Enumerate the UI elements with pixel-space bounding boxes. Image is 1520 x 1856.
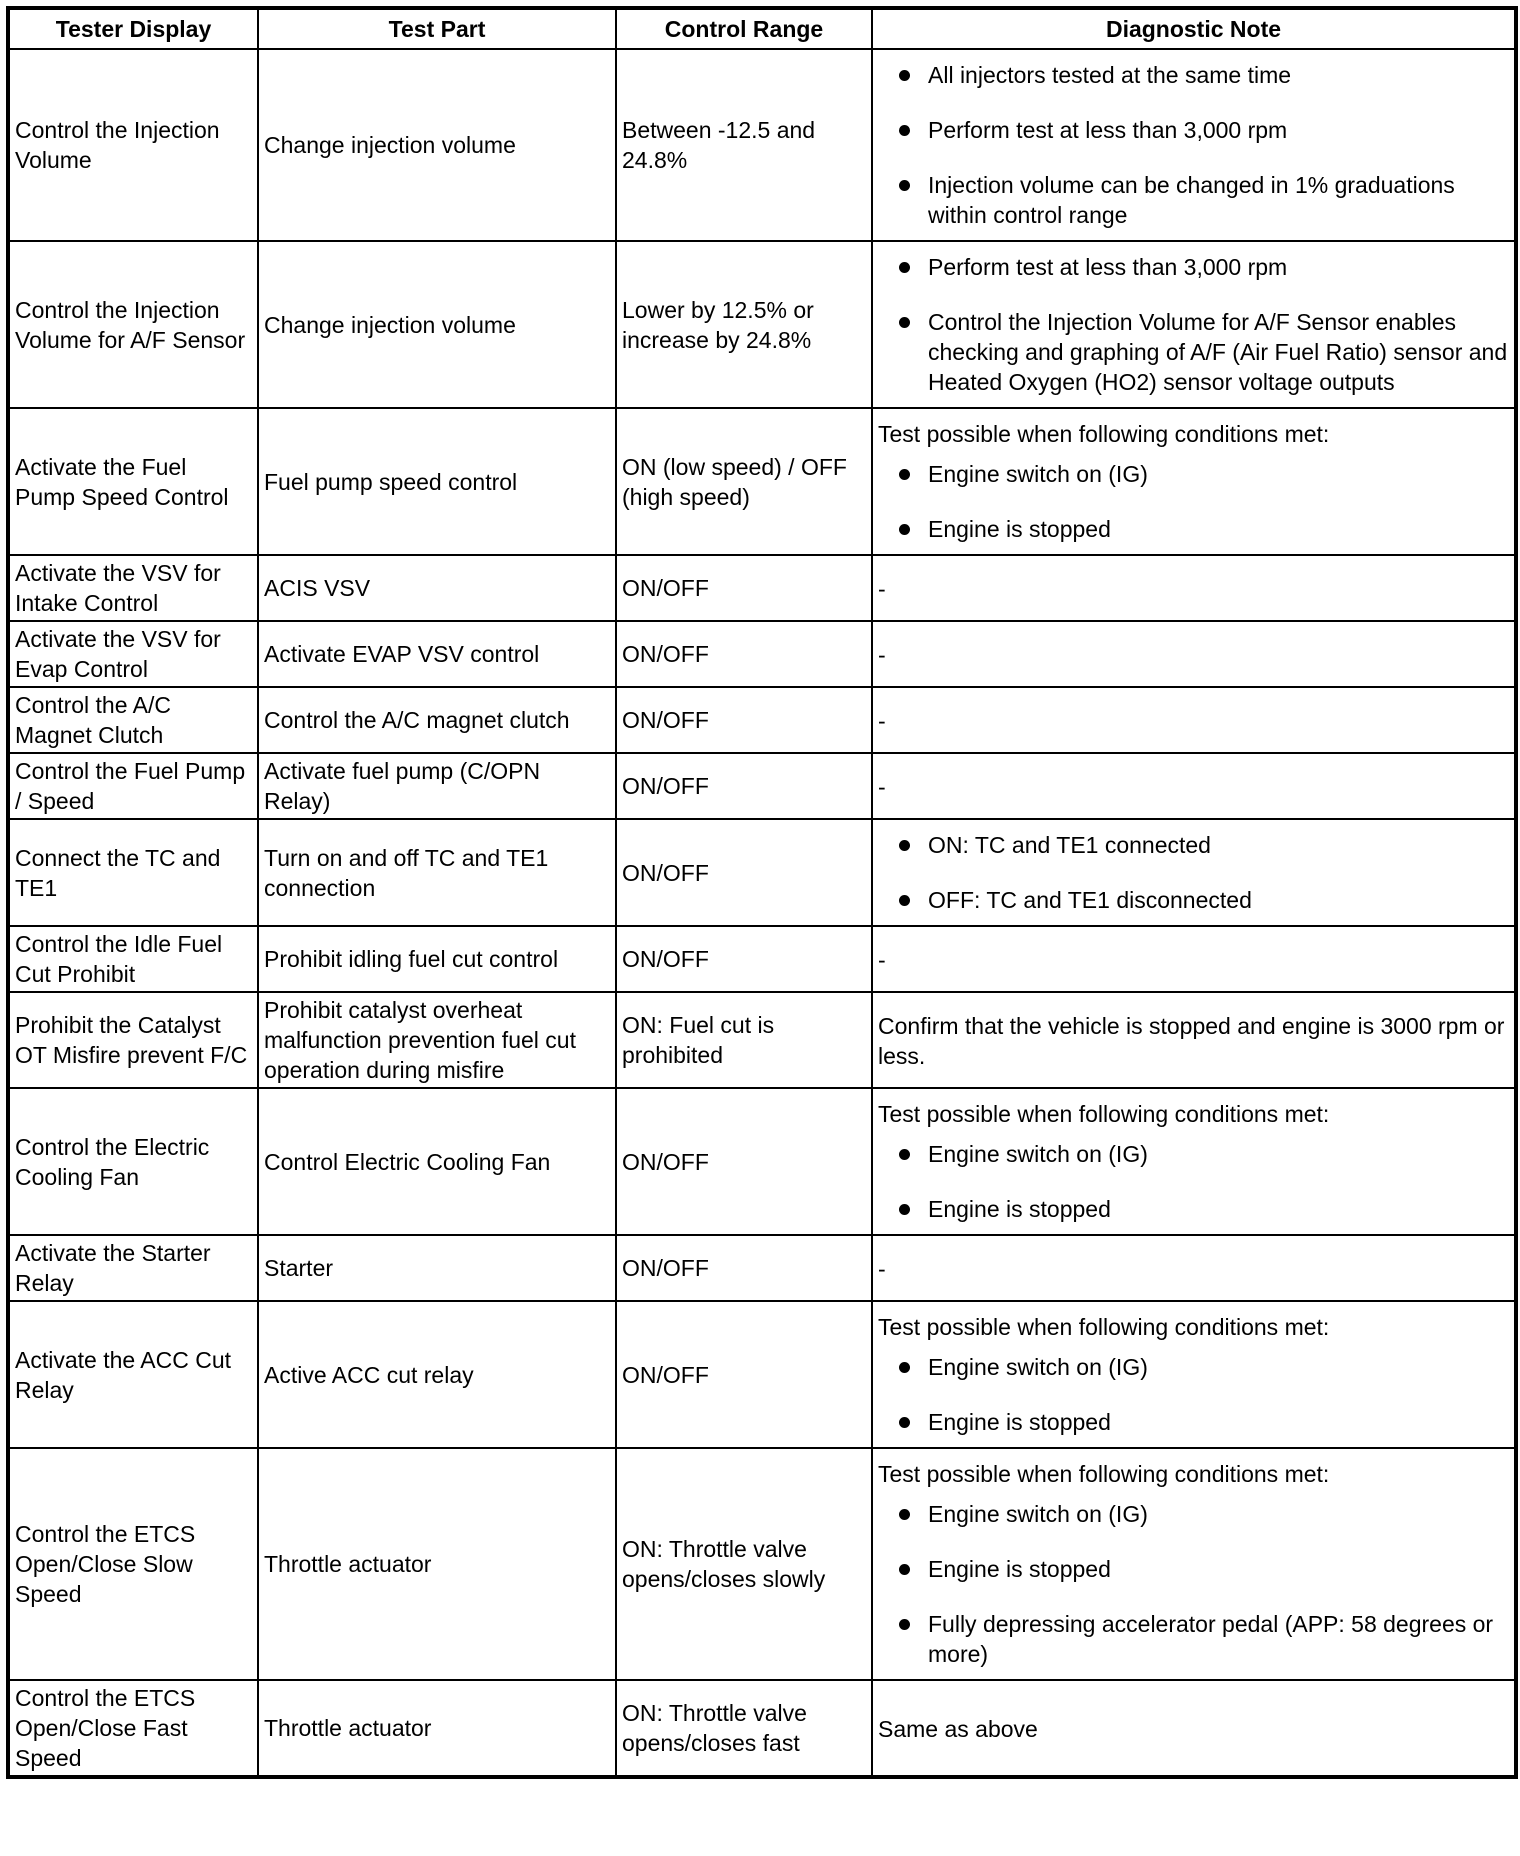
table-row [8, 992, 1516, 1088]
note-text: - [878, 774, 886, 800]
cell-test-part: Change injection volume [258, 49, 616, 241]
note-bullet-text: Injection volume can be changed in 1% graduations within control range [928, 172, 1455, 228]
cell-test-part: Throttle actuator [258, 1680, 616, 1777]
note-text: - [878, 576, 886, 602]
cell-test-part: Turn on and off TC and TE1 connection [258, 819, 616, 926]
note-bullet-text: Fully depressing accelerator pedal (APP: 58 degrees or more) [928, 1611, 1494, 1667]
note-bullet-text: Engine switch on (IG) [928, 1354, 1148, 1380]
cell-tester-display: Activate the Starter Relay [8, 1235, 258, 1301]
bullet-dot-icon [899, 125, 910, 136]
cell-tester-display: Control the Fuel Pump / Speed [8, 753, 258, 819]
cell-test-part: Active ACC cut relay [258, 1301, 616, 1448]
cell-test-part: Throttle actuator [258, 1448, 616, 1680]
note-bullet-text: Engine switch on (IG) [928, 1141, 1148, 1167]
note-bullet-list [878, 252, 1508, 397]
bullet-dot-icon [899, 1564, 910, 1575]
cell-control-range: ON/OFF [616, 753, 872, 819]
table-row [8, 687, 1516, 753]
note-bullet-item [878, 1194, 1508, 1224]
note-bullet-item [878, 1407, 1508, 1437]
cell-diagnostic-note [872, 1680, 1516, 1777]
note-bullet-item [878, 830, 1508, 860]
cell-test-part: Control Electric Cooling Fan [258, 1088, 616, 1235]
note-bullet-item [878, 1352, 1508, 1382]
note-bullet-item [878, 115, 1508, 145]
cell-diagnostic-note [872, 819, 1516, 926]
table-row [8, 555, 1516, 621]
cell-tester-display: Control the Electric Cooling Fan [8, 1088, 258, 1235]
cell-diagnostic-note [872, 687, 1516, 753]
note-bullet-list [878, 459, 1508, 544]
cell-diagnostic-note [872, 1088, 1516, 1235]
note-text: - [878, 947, 886, 973]
table-row [8, 1088, 1516, 1235]
note-text: - [878, 1256, 886, 1282]
cell-control-range: ON: Throttle valve opens/closes fast [616, 1680, 872, 1777]
cell-diagnostic-note [872, 555, 1516, 621]
cell-test-part: Starter [258, 1235, 616, 1301]
diagnostic-table-container [6, 6, 1514, 1779]
cell-control-range: ON/OFF [616, 1088, 872, 1235]
note-bullet-item [878, 1554, 1508, 1584]
active-test-table [6, 6, 1518, 1779]
cell-control-range: ON/OFF [616, 687, 872, 753]
header-control-range: Control Range [616, 8, 872, 49]
table-row [8, 1301, 1516, 1448]
note-bullet-text: Perform test at less than 3,000 rpm [928, 117, 1288, 143]
cell-diagnostic-note [872, 49, 1516, 241]
cell-control-range: Between -12.5 and 24.8% [616, 49, 872, 241]
table-row [8, 1448, 1516, 1680]
cell-test-part: Change injection volume [258, 241, 616, 408]
bullet-dot-icon [899, 1417, 910, 1428]
cell-tester-display: Control the ETCS Open/Close Fast Speed [8, 1680, 258, 1777]
note-bullet-item [878, 60, 1508, 90]
note-bullet-item [878, 1139, 1508, 1169]
header-row [8, 8, 1516, 49]
note-bullet-text: Engine is stopped [928, 1556, 1111, 1582]
bullet-dot-icon [899, 180, 910, 191]
note-bullet-item [878, 885, 1508, 915]
bullet-dot-icon [899, 524, 910, 535]
note-bullet-item [878, 170, 1508, 230]
note-bullet-text: All injectors tested at the same time [928, 62, 1292, 88]
cell-tester-display: Connect the TC and TE1 [8, 819, 258, 926]
bullet-dot-icon [899, 1509, 910, 1520]
cell-tester-display: Activate the ACC Cut Relay [8, 1301, 258, 1448]
cell-control-range: ON/OFF [616, 621, 872, 687]
note-text: Test possible when following conditions met: [878, 1101, 1330, 1127]
cell-control-range: Lower by 12.5% or increase by 24.8% [616, 241, 872, 408]
note-bullet-text: ON: TC and TE1 connected [928, 832, 1211, 858]
bullet-dot-icon [899, 70, 910, 81]
note-bullet-list [878, 1499, 1508, 1669]
bullet-dot-icon [899, 840, 910, 851]
table-row [8, 926, 1516, 992]
table-row [8, 621, 1516, 687]
note-bullet-list [878, 830, 1508, 915]
note-text: Same as above [878, 1716, 1038, 1742]
note-bullet-item [878, 1609, 1508, 1669]
cell-tester-display: Control the ETCS Open/Close Slow Speed [8, 1448, 258, 1680]
cell-test-part: Activate EVAP VSV control [258, 621, 616, 687]
header-test-part: Test Part [258, 8, 616, 49]
table-row [8, 241, 1516, 408]
note-text: Test possible when following conditions met: [878, 421, 1330, 447]
note-bullet-list [878, 1352, 1508, 1437]
note-bullet-text: Engine is stopped [928, 516, 1111, 542]
cell-diagnostic-note [872, 1235, 1516, 1301]
cell-test-part: ACIS VSV [258, 555, 616, 621]
table-row [8, 819, 1516, 926]
cell-tester-display: Prohibit the Catalyst OT Misfire prevent F/C [8, 992, 258, 1088]
note-bullet-item [878, 307, 1508, 397]
bullet-dot-icon [899, 1362, 910, 1373]
note-bullet-item [878, 459, 1508, 489]
cell-diagnostic-note [872, 1301, 1516, 1448]
note-bullet-item [878, 514, 1508, 544]
bullet-dot-icon [899, 1149, 910, 1160]
cell-test-part: Activate fuel pump (C/OPN Relay) [258, 753, 616, 819]
cell-control-range: ON/OFF [616, 819, 872, 926]
header-diagnostic-note: Diagnostic Note [872, 8, 1516, 49]
bullet-dot-icon [899, 1204, 910, 1215]
table-row [8, 753, 1516, 819]
cell-tester-display: Control the Injection Volume for A/F Sensor [8, 241, 258, 408]
cell-tester-display: Activate the VSV for Evap Control [8, 621, 258, 687]
header-tester-display: Tester Display [8, 8, 258, 49]
cell-control-range: ON (low speed) / OFF (high speed) [616, 408, 872, 555]
note-text: Test possible when following conditions met: [878, 1461, 1330, 1487]
cell-control-range: ON/OFF [616, 926, 872, 992]
cell-diagnostic-note [872, 1448, 1516, 1680]
cell-control-range: ON: Fuel cut is prohibited [616, 992, 872, 1088]
bullet-dot-icon [899, 1619, 910, 1630]
cell-diagnostic-note [872, 408, 1516, 555]
cell-control-range: ON: Throttle valve opens/closes slowly [616, 1448, 872, 1680]
cell-diagnostic-note [872, 621, 1516, 687]
cell-control-range: ON/OFF [616, 1301, 872, 1448]
note-bullet-text: Control the Injection Volume for A/F Sensor enables checking and graphing of A/F (Air Fuel Ratio) sensor and Heated Oxygen (HO2) sensor voltage outputs [928, 309, 1508, 395]
bullet-dot-icon [899, 895, 910, 906]
cell-test-part: Fuel pump speed control [258, 408, 616, 555]
cell-tester-display: Control the Injection Volume [8, 49, 258, 241]
cell-tester-display: Activate the Fuel Pump Speed Control [8, 408, 258, 555]
note-bullet-text: OFF: TC and TE1 disconnected [928, 887, 1252, 913]
note-bullet-item [878, 1499, 1508, 1529]
table-row [8, 408, 1516, 555]
cell-tester-display: Control the Idle Fuel Cut Prohibit [8, 926, 258, 992]
note-text: - [878, 708, 886, 734]
cell-test-part: Prohibit catalyst overheat malfunction prevention fuel cut operation during misfire [258, 992, 616, 1088]
cell-test-part: Prohibit idling fuel cut control [258, 926, 616, 992]
bullet-dot-icon [899, 317, 910, 328]
table-body [8, 49, 1516, 1777]
table-row [8, 49, 1516, 241]
cell-tester-display: Activate the VSV for Intake Control [8, 555, 258, 621]
note-text: - [878, 642, 886, 668]
note-bullet-text: Engine is stopped [928, 1409, 1111, 1435]
note-bullet-item [878, 252, 1508, 282]
note-bullet-text: Engine switch on (IG) [928, 461, 1148, 487]
note-bullet-text: Perform test at less than 3,000 rpm [928, 254, 1288, 280]
note-text: Test possible when following conditions met: [878, 1314, 1330, 1340]
cell-diagnostic-note [872, 926, 1516, 992]
cell-test-part: Control the A/C magnet clutch [258, 687, 616, 753]
note-bullet-text: Engine switch on (IG) [928, 1501, 1148, 1527]
note-bullet-text: Engine is stopped [928, 1196, 1111, 1222]
cell-diagnostic-note [872, 992, 1516, 1088]
cell-diagnostic-note [872, 241, 1516, 408]
cell-diagnostic-note [872, 753, 1516, 819]
bullet-dot-icon [899, 469, 910, 480]
note-text: Confirm that the vehicle is stopped and engine is 3000 rpm or less. [878, 1013, 1505, 1069]
table-row [8, 1680, 1516, 1777]
bullet-dot-icon [899, 262, 910, 273]
table-row [8, 1235, 1516, 1301]
note-bullet-list [878, 1139, 1508, 1224]
cell-control-range: ON/OFF [616, 1235, 872, 1301]
cell-control-range: ON/OFF [616, 555, 872, 621]
note-bullet-list [878, 60, 1508, 230]
cell-tester-display: Control the A/C Magnet Clutch [8, 687, 258, 753]
